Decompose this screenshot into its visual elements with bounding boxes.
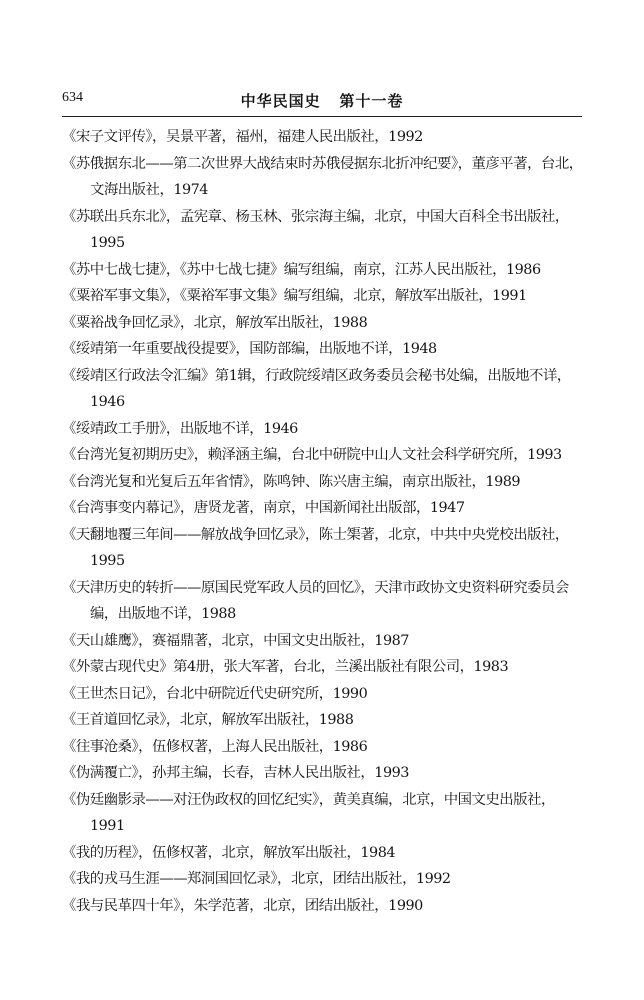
bibliography-entry: 《台湾光复和光复后五年省情》，陈鸣钟、陈兴唐主编，南京出版社，1989 (62, 473, 521, 490)
bibliography-entry: 《往事沧桑》，伍修权著，上海人民出版社，1986 (62, 738, 368, 755)
running-title: 中华民国史 第十一卷 (240, 92, 404, 110)
bibliography-entry: 《王首道回忆录》，北京，解放军出版社，1988 (62, 712, 354, 728)
bibliography-entry: 《绥靖区行政法令汇编》第1辑，行政院绥靖区政务委员会秘书处编，出版地不详，1946 (62, 367, 571, 410)
bibliography-entry: 《王世杰日记》，台北中研院近代史研究所，1990 (62, 685, 368, 702)
bibliography-entry: 《伪廷幽影录——对汪伪政权的回忆纪实》，黄美真编，北京，中国文史出版社，1991 (62, 791, 555, 834)
bibliography-entry: 《天翻地覆三年间——解放战争回忆录》，陈士榘著，北京，中共中央党校出版社，1995 (62, 526, 569, 569)
bibliography-entry: 《粟裕军事文集》，《粟裕军事文集》编写组编，北京，解放军出版社，1991 (62, 288, 527, 304)
bibliography-entry: 《天津历史的转折——原国民党军政人员的回忆》，天津市政协文史资料研究委员会编，出版地不详，1988 (62, 579, 569, 622)
bibliography-entry: 《外蒙古现代史》第4册，张大军著，台北，兰溪出版社有限公司，1983 (62, 659, 509, 675)
bibliography-entry: 《台湾事变内幕记》，唐贤龙著，南京，中国新闻社出版部，1947 (62, 500, 465, 516)
page-number: 634 (62, 90, 83, 105)
bibliography-entry: 《我的戎马生涯——郑洞国回忆录》，北京，团结出版社，1992 (62, 871, 451, 887)
bibliography-entry: 《苏俄据东北——第二次世界大战结束时苏俄侵据东北折冲纪要》，董彦平著，台北，文海出版社，1974 (62, 155, 583, 198)
bibliography-entry: 《宋子文评传》，吴景平著，福州，福建人民出版社，1992 (62, 129, 423, 145)
bibliography-entry: 《绥靖第一年重要战役提要》，国防部编，出版地不详，1948 (62, 341, 437, 357)
bibliography-entry: 《粟裕战争回忆录》，北京，解放军出版社，1988 (62, 314, 368, 331)
bibliography-entry: 《苏中七战七捷》，《苏中七战七捷》编写组编，南京，江苏人民出版社，1986 (62, 261, 541, 278)
bibliography-entry: 《我的历程》，伍修权著，北京，解放军出版社，1984 (62, 844, 396, 861)
bibliography-entry: 《天山雄鹰》，赛福鼎著，北京，中国文史出版社，1987 (62, 632, 409, 649)
bibliography-entry: 《台湾光复初期历史》，赖泽涵主编，台北中研院中山人文社会科学研究所，1993 (62, 447, 562, 463)
header-rule (62, 116, 582, 117)
bibliography-list (62, 124, 586, 919)
bibliography-entry: 《我与民革四十年》，朱学范著，北京，团结出版社，1990 (62, 897, 423, 914)
bibliography-entry: 《绥靖政工手册》，出版地不详，1946 (62, 420, 298, 437)
running-header (62, 90, 582, 110)
bibliography-entry: 《伪满覆亡》，孙邦主编，长春，吉林人民出版社，1993 (62, 765, 409, 781)
bibliography-entry: 《苏联出兵东北》，孟宪章、杨玉林、张宗海主编，北京，中国大百科全书出版社，1995 (62, 208, 569, 251)
